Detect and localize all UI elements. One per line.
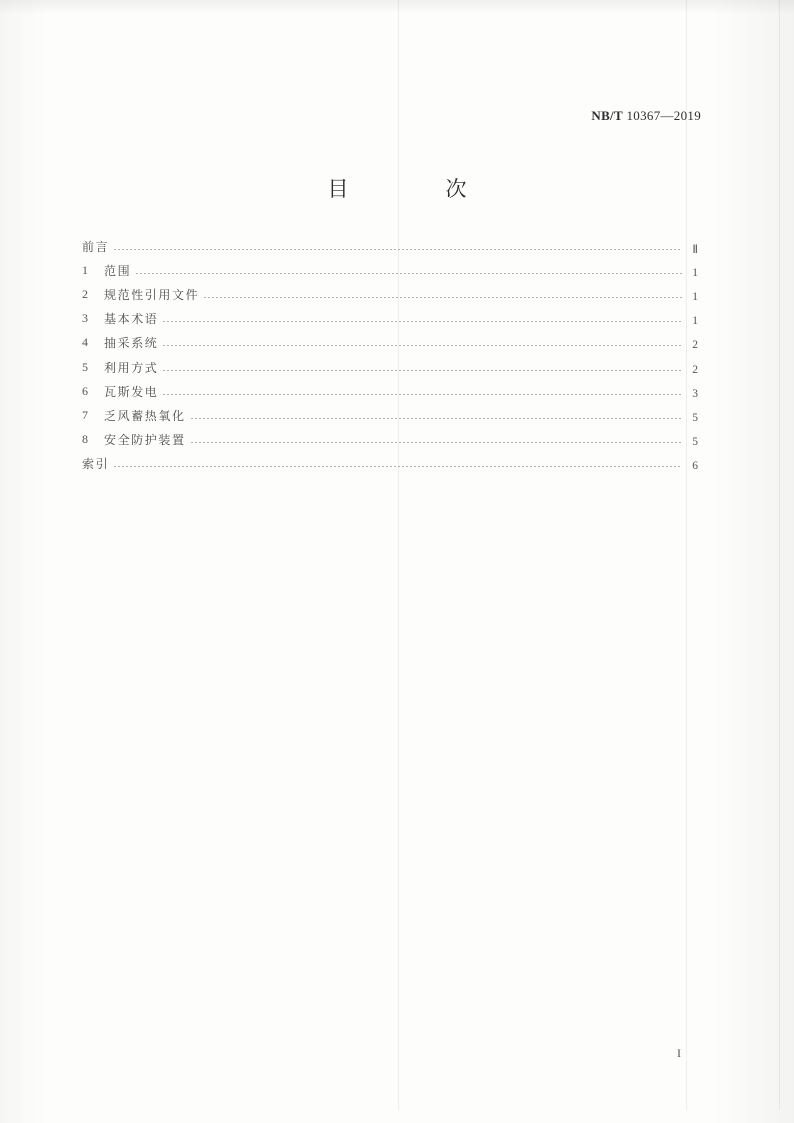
toc-title: 目 次 (327, 177, 505, 201)
dot-leader (190, 418, 682, 419)
toc-entry[interactable] (82, 307, 698, 331)
toc-entry-number: 5 (82, 359, 88, 374)
toc-entry-label: 范围 (104, 263, 132, 278)
toc-entry-page: 2 (692, 363, 698, 376)
dot-leader (162, 345, 682, 346)
toc-entry-label: 安全防护装置 (104, 433, 186, 448)
toc-entry[interactable] (82, 234, 698, 258)
toc-entry-number: 1 (82, 262, 88, 277)
dot-leader (190, 442, 682, 443)
scan-artifact-line (779, 0, 780, 1110)
toc-entry-number: 8 (82, 432, 88, 447)
dot-leader (113, 249, 682, 250)
toc-entry-label: 乏风蓄热氧化 (104, 408, 186, 423)
toc-entry-page: 5 (692, 411, 698, 424)
standard-number (591, 108, 701, 124)
toc-entry-page: 3 (692, 387, 698, 400)
toc-entry[interactable] (82, 331, 698, 355)
toc-entry-page: 5 (692, 436, 698, 449)
toc-entry-number: 4 (82, 335, 88, 350)
toc-entry-label: 前言 (82, 239, 110, 254)
dot-leader (135, 273, 682, 274)
dot-leader (203, 297, 682, 298)
toc-entry[interactable] (82, 379, 698, 403)
toc-entry-label: 抽采系统 (104, 336, 159, 351)
toc-entry-label: 基本术语 (104, 312, 159, 327)
toc-entry-number: 6 (82, 383, 88, 398)
scan-top-edge (0, 0, 794, 14)
scan-artifact-line (686, 0, 687, 1110)
dot-leader (162, 394, 682, 395)
toc-entry-label: 利用方式 (104, 360, 159, 375)
toc-entry-page: 1 (692, 290, 698, 303)
toc-entry-label: 索引 (82, 457, 110, 472)
dot-leader (113, 466, 682, 467)
table-of-contents (82, 234, 698, 476)
toc-entry[interactable] (82, 355, 698, 379)
toc-entry-label: 规范性引用文件 (104, 287, 200, 302)
standard-code: 10367—2019 (626, 108, 701, 123)
toc-entry[interactable] (82, 452, 698, 476)
toc-entry-page: 1 (692, 266, 698, 279)
page-folio: I (677, 1046, 681, 1060)
toc-entry-page: 1 (692, 315, 698, 328)
toc-entry-page: Ⅱ (692, 243, 698, 256)
scan-artifact-line (398, 0, 399, 1110)
toc-entry-label: 瓦斯发电 (104, 384, 159, 399)
toc-entry[interactable] (82, 282, 698, 306)
dot-leader (162, 370, 682, 371)
toc-entry[interactable] (82, 403, 698, 427)
toc-entry-number: 7 (82, 407, 88, 422)
toc-entry[interactable] (82, 258, 698, 282)
toc-entry-page: 6 (692, 460, 698, 473)
toc-entry-number: 2 (82, 286, 88, 301)
standard-prefix: NB/T (591, 108, 623, 123)
toc-entry-page: 2 (692, 339, 698, 352)
toc-entry-number: 3 (82, 311, 88, 326)
dot-leader (162, 321, 682, 322)
toc-entry[interactable] (82, 428, 698, 452)
